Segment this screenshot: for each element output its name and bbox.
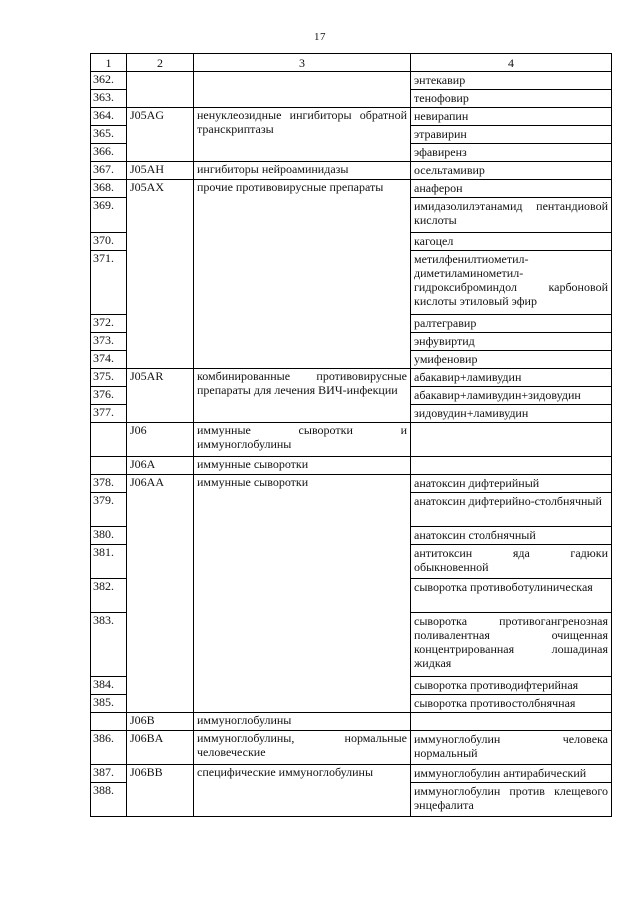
group-name: иммунные сыворотки xyxy=(194,457,411,475)
group-name: специфические иммуноглобулины xyxy=(194,765,411,817)
drug-name: анаферон xyxy=(411,180,612,198)
atc-code: J06B xyxy=(127,713,194,731)
atc-code: J05AG xyxy=(127,108,194,162)
atc-code-cell xyxy=(127,72,194,108)
drug-name: зидовудин+ламивудин xyxy=(411,405,612,423)
row-number xyxy=(91,457,127,475)
drug-name: абакавир+ламивудин+зидовудин xyxy=(411,387,612,405)
row-number: 384. xyxy=(91,677,127,695)
header-cell: 4 xyxy=(411,54,612,72)
table-row xyxy=(91,713,612,731)
drug-name: ралтегравир xyxy=(411,315,612,333)
drug-name: кагоцел xyxy=(411,233,612,251)
row-number: 366. xyxy=(91,144,127,162)
row-number: 370. xyxy=(91,233,127,251)
row-number: 364. xyxy=(91,108,127,126)
row-number: 386. xyxy=(91,731,127,765)
row-number: 383. xyxy=(91,613,127,677)
drug-name: имидазолилэтанамид пентандиовой кислоты xyxy=(411,198,612,233)
drug-name: анатоксин столбнячный xyxy=(411,527,612,545)
atc-code: J06 xyxy=(127,423,194,457)
row-number: 382. xyxy=(91,579,127,613)
row-number xyxy=(91,423,127,457)
group-name: ингибиторы нейроаминидазы xyxy=(194,162,411,180)
drug-name: энтекавир xyxy=(411,72,612,90)
group-name: комбинированные противовирусные препараты для лечения ВИЧ-инфекции xyxy=(194,369,411,423)
drug-name: умифеновир xyxy=(411,351,612,369)
atc-code: J05AH xyxy=(127,162,194,180)
group-name: ненуклеозидные ингибиторы обратной транскриптазы xyxy=(194,108,411,162)
atc-code: J06A xyxy=(127,457,194,475)
drug-name: тенофовир xyxy=(411,90,612,108)
row-number: 363. xyxy=(91,90,127,108)
header-cell: 3 xyxy=(194,54,411,72)
header-cell: 1 xyxy=(91,54,127,72)
drug-name: сыворотка противоботулиническая xyxy=(411,579,612,613)
drug-name xyxy=(411,457,612,475)
group-name: прочие противовирусные препараты xyxy=(194,180,411,369)
drug-name: иммуноглобулин против клещевого энцефалита xyxy=(411,783,612,817)
table-row xyxy=(91,475,612,493)
row-number: 369. xyxy=(91,198,127,233)
row-number: 381. xyxy=(91,545,127,579)
drug-name: абакавир+ламивудин xyxy=(411,369,612,387)
group-name: иммунные сыворотки и иммуноглобулины xyxy=(194,423,411,457)
drug-name: анатоксин дифтерийный xyxy=(411,475,612,493)
group-name: иммуноглобулины xyxy=(194,713,411,731)
table-row xyxy=(91,72,612,90)
drug-name: осельтамивир xyxy=(411,162,612,180)
atc-code: J06AA xyxy=(127,475,194,713)
table-row xyxy=(91,369,612,387)
table-row xyxy=(91,731,612,765)
row-number: 379. xyxy=(91,493,127,527)
table-header-row xyxy=(91,54,612,72)
drug-name: антитоксин яда гадюки обыкновенной xyxy=(411,545,612,579)
row-number: 371. xyxy=(91,251,127,315)
drug-name: сыворотка противодифтерийная xyxy=(411,677,612,695)
atc-code: J06BB xyxy=(127,765,194,817)
drug-name: невирапин xyxy=(411,108,612,126)
group-name: иммунные сыворотки xyxy=(194,475,411,713)
row-number: 368. xyxy=(91,180,127,198)
page-number: 17 xyxy=(314,31,326,43)
group-cell xyxy=(194,72,411,108)
row-number: 387. xyxy=(91,765,127,783)
row-number: 375. xyxy=(91,369,127,387)
drug-table xyxy=(90,53,612,817)
drug-name: эфавиренз xyxy=(411,144,612,162)
atc-code: J05AX xyxy=(127,180,194,369)
row-number: 380. xyxy=(91,527,127,545)
drug-name: энфувиртид xyxy=(411,333,612,351)
atc-code: J05AR xyxy=(127,369,194,423)
drug-name: сыворотка противостолбнячная xyxy=(411,695,612,713)
group-name: иммуноглобулины, нормальные человеческие xyxy=(194,731,411,765)
table-row xyxy=(91,108,612,126)
row-number: 377. xyxy=(91,405,127,423)
row-number: 388. xyxy=(91,783,127,817)
table-row xyxy=(91,457,612,475)
row-number: 378. xyxy=(91,475,127,493)
table-row xyxy=(91,423,612,457)
drug-name: анатоксин дифтерийно-столбнячный xyxy=(411,493,612,527)
drug-name: этравирин xyxy=(411,126,612,144)
header-cell: 2 xyxy=(127,54,194,72)
row-number: 374. xyxy=(91,351,127,369)
drug-name xyxy=(411,713,612,731)
drug-name: иммуноглобулин человека нормальный xyxy=(411,731,612,765)
row-number: 372. xyxy=(91,315,127,333)
table-row xyxy=(91,162,612,180)
drug-name xyxy=(411,423,612,457)
row-number: 373. xyxy=(91,333,127,351)
drug-name: сыворотка противогангренозная поливалентная очищенная концентрированная лошадиная жидкая xyxy=(411,613,612,677)
table-row xyxy=(91,765,612,783)
row-number: 362. xyxy=(91,72,127,90)
row-number: 367. xyxy=(91,162,127,180)
drug-name: метилфенилтиометил-диметиламинометил-гидроксиброминдол карбоновой кислоты этиловый эфир xyxy=(411,251,612,315)
row-number: 385. xyxy=(91,695,127,713)
row-number xyxy=(91,713,127,731)
drug-name: иммуноглобулин антирабический xyxy=(411,765,612,783)
table-row xyxy=(91,180,612,198)
row-number: 376. xyxy=(91,387,127,405)
atc-code: J06BA xyxy=(127,731,194,765)
row-number: 365. xyxy=(91,126,127,144)
